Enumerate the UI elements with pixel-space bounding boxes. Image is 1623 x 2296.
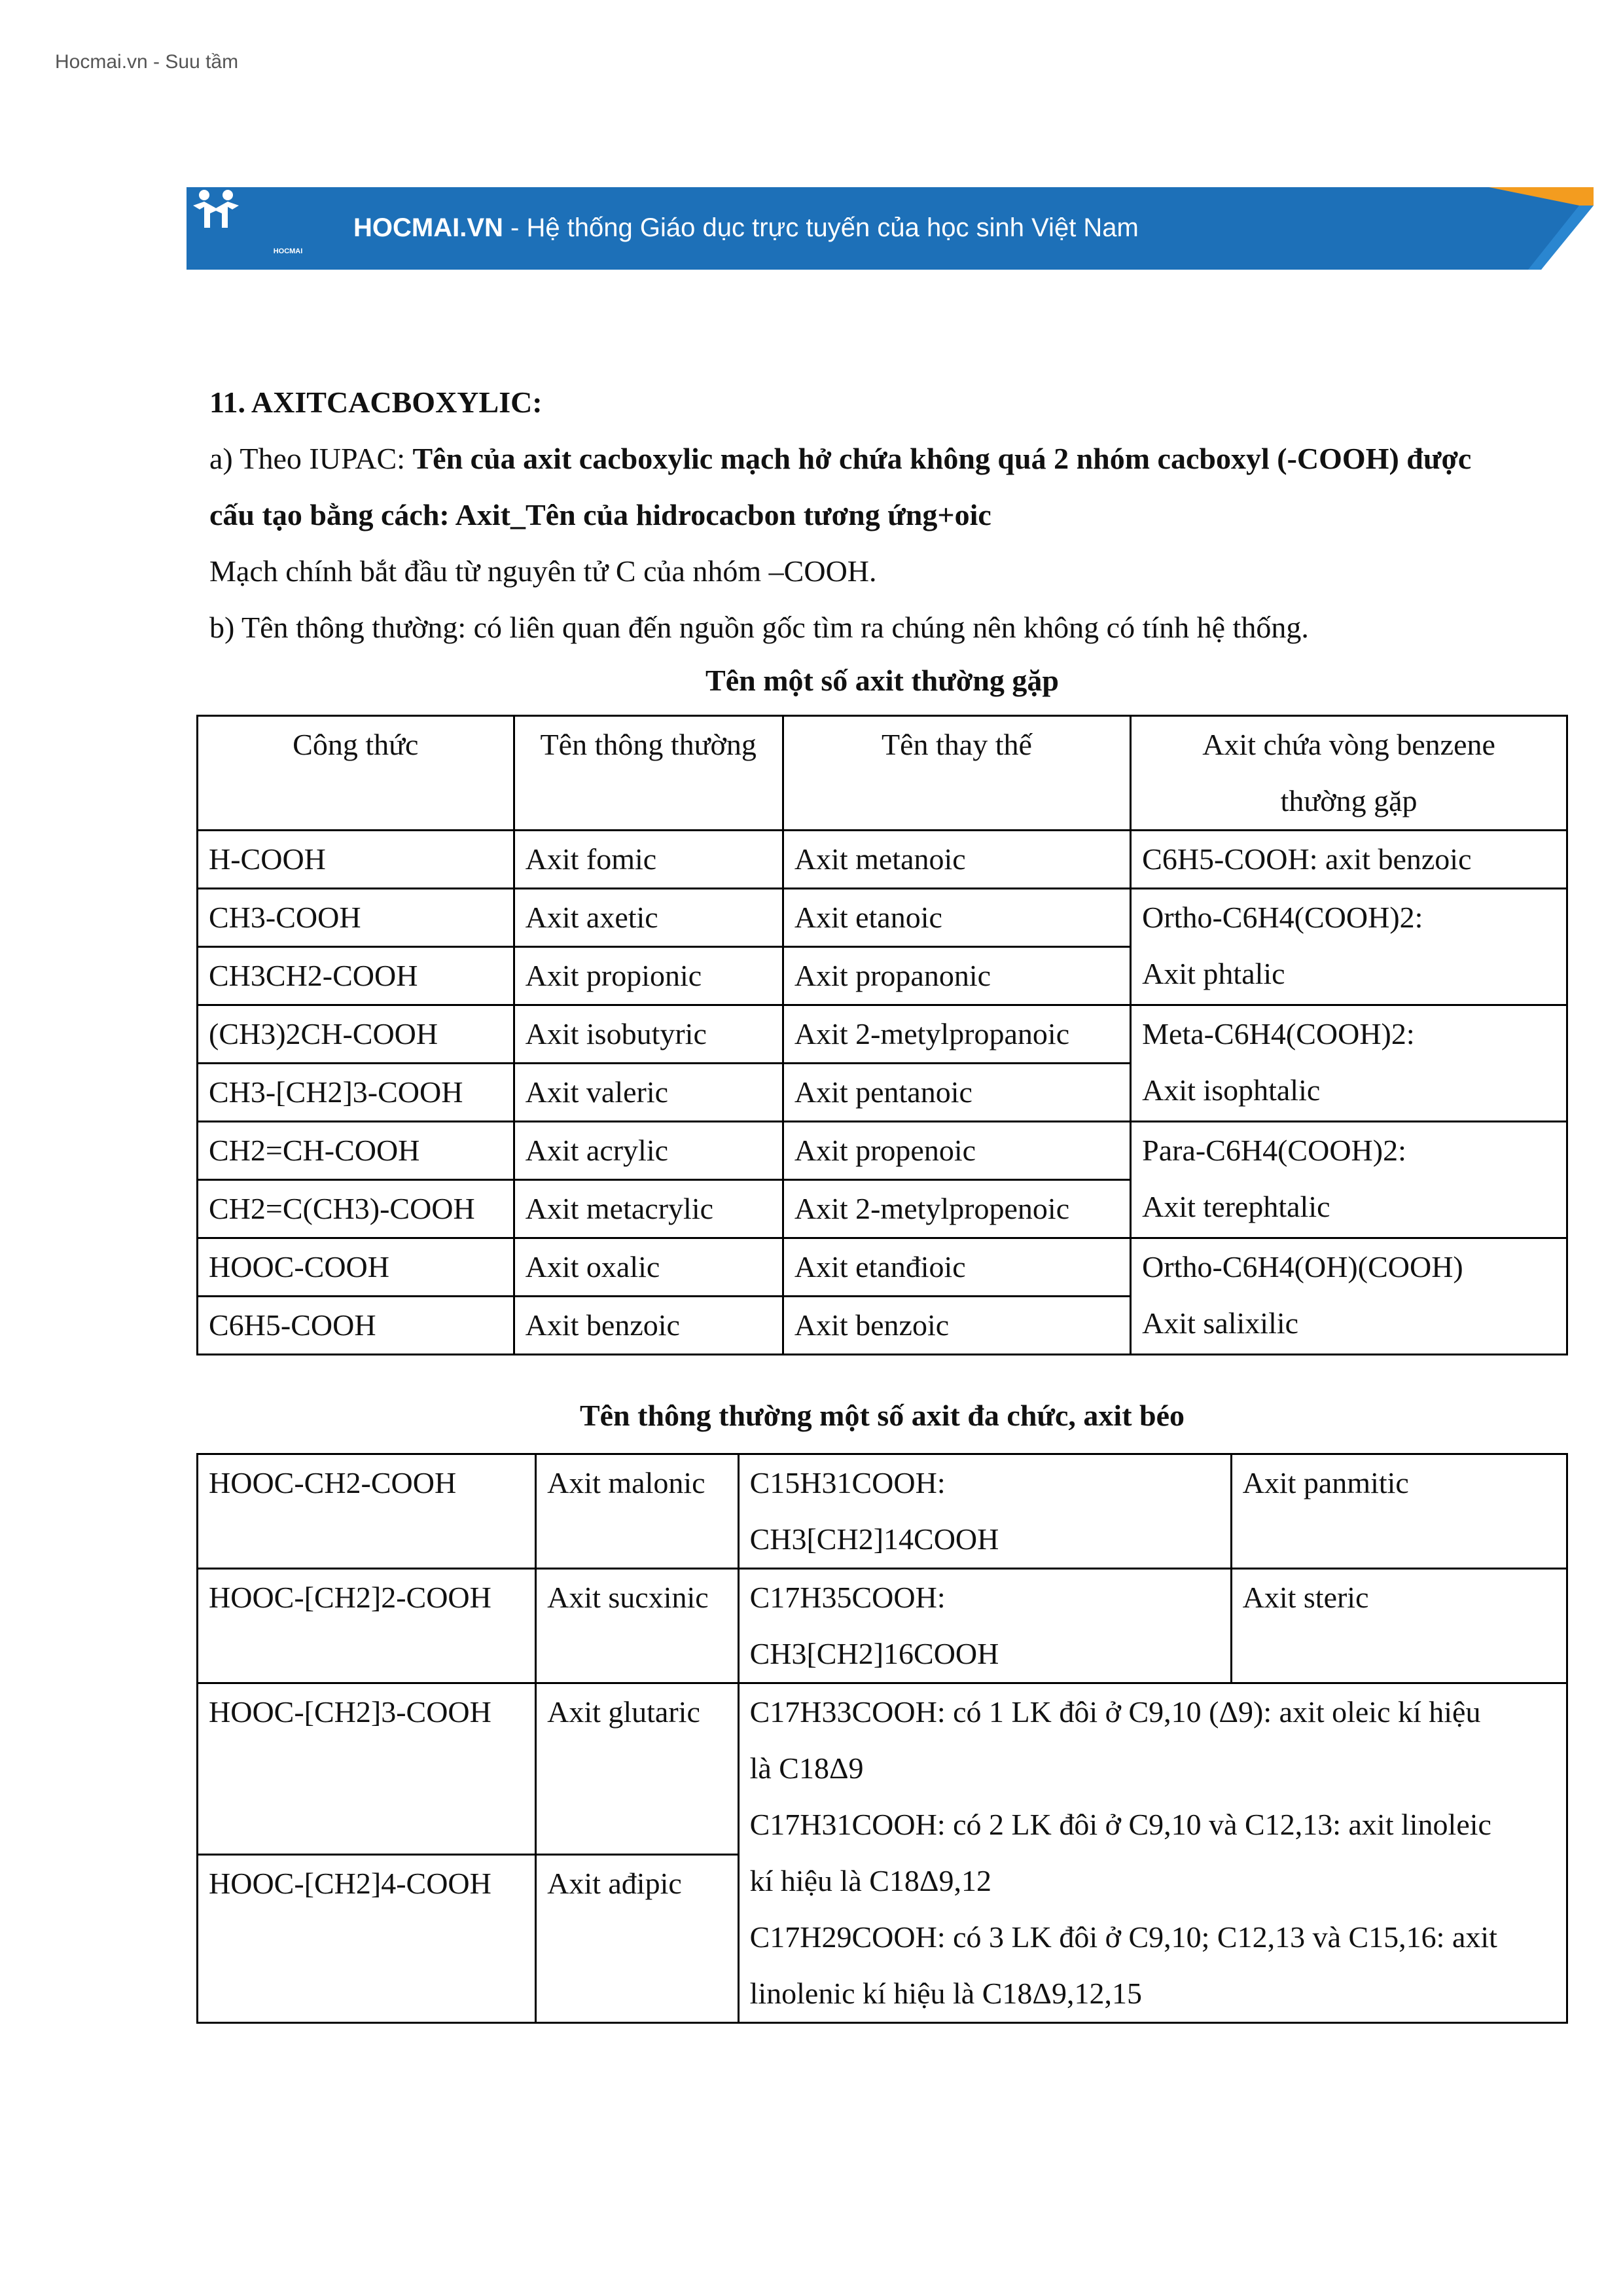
header-benzene-line-1: Axit chứa vòng benzene [1202,728,1495,761]
linolenic-symbol: linolenic kí hiệu là C18Δ9,12,15 [749,1977,1142,2010]
linoleic-note: C17H31COOH: có 2 LK đôi ở C9,10 và C12,13: axit linoleic [749,1808,1491,1841]
formula-cell: CH2=C(CH3)-COOH [198,1180,514,1238]
benzene-formula: Ortho-C6H4(OH)(COOH) [1142,1250,1463,1283]
formula-cell: CH3-COOH [198,889,514,947]
watermark: Hocmai.vn - Suu tầm [55,51,239,73]
table-row [198,1122,1567,1180]
benzene-formula: Ortho-C6H4(COOH)2: [1142,901,1423,934]
name-cell: Axit malonic [536,1454,738,1569]
benzene-name: Axit salixilic [1142,1306,1299,1340]
benzene-formula: Meta-C6H4(COOH)2: [1142,1017,1415,1050]
formula-cell: CH3-[CH2]3-COOH [198,1064,514,1122]
formula-cell: (CH3)2CH-COOH [198,1005,514,1064]
substitute-name-cell: Axit etanđioic [783,1238,1130,1297]
fatty-formula: C15H31COOH: [749,1466,946,1499]
fatty-formula: C17H35COOH: [749,1581,946,1614]
benzene-cell [1131,1238,1567,1355]
table-row [198,1454,1567,1569]
header-benzene-acids [1131,716,1567,831]
common-name-cell: Axit valeric [514,1064,783,1122]
fatty-name-cell: Axit steric [1231,1569,1567,1683]
fatty-structure: CH3[CH2]14COOH [749,1522,999,1556]
benzene-formula: Para-C6H4(COOH)2: [1142,1134,1406,1167]
hocmai-logo-icon [187,187,245,240]
common-name-cell: Axit propionic [514,947,783,1005]
common-acids-table [196,715,1568,1355]
common-name-cell: Axit isobutyric [514,1005,783,1064]
fatty-name-cell: Axit panmitic [1231,1454,1567,1569]
oleic-symbol: là C18Δ9 [749,1751,864,1785]
fatty-structure: CH3[CH2]16COOH [749,1637,999,1670]
substitute-name-cell: Axit pentanoic [783,1064,1130,1122]
substitute-name-cell: Axit 2-metylpropenoic [783,1180,1130,1238]
common-name-cell: Axit oxalic [514,1238,783,1297]
substitute-name-cell: Axit metanoic [783,831,1130,889]
brand-name: HOCMAI.VN [353,213,503,242]
formula-cell: C6H5-COOH [198,1297,514,1355]
polyacids-fatty-acids-table [196,1453,1568,2024]
formula-cell: HOOC-[CH2]4-COOH [198,1854,536,2023]
substitute-name-cell: Axit etanoic [783,889,1130,947]
formula-cell: CH2=CH-COOH [198,1122,514,1180]
benzene-cell: C6H5-COOH: axit benzoic [1131,831,1567,889]
iupac-line-1 [209,431,1603,487]
fatty-formula-cell [738,1569,1231,1683]
common-name-cell: Axit axetic [514,889,783,947]
oleic-note: C17H33COOH: có 1 LK đôi ở C9,10 (Δ9): axit oleic kí hiệu [749,1695,1481,1729]
name-cell: Axit ađipic [536,1854,738,2023]
table-row [198,1238,1567,1297]
common-name-cell: Axit acrylic [514,1122,783,1180]
banner-title [353,213,1139,243]
header-benzene-line-2: thường gặp [1280,784,1418,817]
common-name-cell: Axit fomic [514,831,783,889]
name-cell: Axit sucxinic [536,1569,738,1683]
benzene-name: Axit isophtalic [1142,1073,1321,1107]
table-row [198,889,1567,947]
header-formula: Công thức [198,716,514,831]
table2-caption: Tên thông thường một số axit đa chức, axit béo [579,1399,1185,1432]
table-row [198,1005,1567,1064]
table-header-row [198,716,1567,831]
banner-tagline: - Hệ thống Giáo dục trực tuyến của học sinh Việt Nam [503,213,1139,242]
benzene-cell [1131,1122,1567,1238]
unsaturated-notes-cell [738,1683,1567,2023]
table-row [198,1569,1567,1683]
formula-cell: HOOC-COOH [198,1238,514,1297]
name-cell: Axit glutaric [536,1683,738,1855]
substitute-name-cell: Axit 2-metylpropanoic [783,1005,1130,1064]
intro-section [209,374,1603,656]
substitute-name-cell: Axit benzoic [783,1297,1130,1355]
section-heading: 11. AXITCACBOXYLIC: [209,386,543,419]
header-common-name: Tên thông thường [514,716,783,831]
fatty-formula-cell [738,1454,1231,1569]
linolenic-note: C17H29COOH: có 3 LK đôi ở C9,10; C12,13 và C15,16: axit [749,1920,1497,1954]
formula-cell: HOOC-CH2-COOH [198,1454,536,1569]
benzene-name: Axit phtalic [1142,957,1285,990]
table1-caption: Tên một số axit thường gặp [705,664,1059,697]
table-row [198,1683,1567,1855]
iupac-prefix: a) Theo IUPAC: [209,442,413,475]
benzene-cell [1131,889,1567,1005]
logo-text: HOCMAI [273,247,303,255]
common-name-note: b) Tên thông thường: có liên quan đến nguồn gốc tìm ra chúng nên không có tính hệ thống. [209,611,1309,644]
iupac-rule-1: Tên của axit cacboxylic mạch hở chứa không quá 2 nhóm cacboxyl (-COOH) được [412,442,1472,475]
header-substitute-name: Tên thay thế [783,716,1130,831]
substitute-name-cell: Axit propenoic [783,1122,1130,1180]
formula-cell: H-COOH [198,831,514,889]
iupac-rule-2: cấu tạo bằng cách: Axit_Tên của hidrocacbon tương ứng+oic [209,498,991,531]
formula-cell: CH3CH2-COOH [198,947,514,1005]
benzene-name: Axit terephtalic [1142,1190,1330,1223]
header-banner [187,187,1594,270]
common-name-cell: Axit benzoic [514,1297,783,1355]
benzene-cell [1131,1005,1567,1122]
common-name-cell: Axit metacrylic [514,1180,783,1238]
table-row [198,831,1567,889]
formula-cell: HOOC-[CH2]2-COOH [198,1569,536,1683]
linoleic-symbol: kí hiệu là C18Δ9,12 [749,1864,992,1897]
substitute-name-cell: Axit propanonic [783,947,1130,1005]
formula-cell: HOOC-[CH2]3-COOH [198,1683,536,1855]
main-chain-note: Mạch chính bắt đầu từ nguyên tử C của nhóm –COOH. [209,554,877,588]
